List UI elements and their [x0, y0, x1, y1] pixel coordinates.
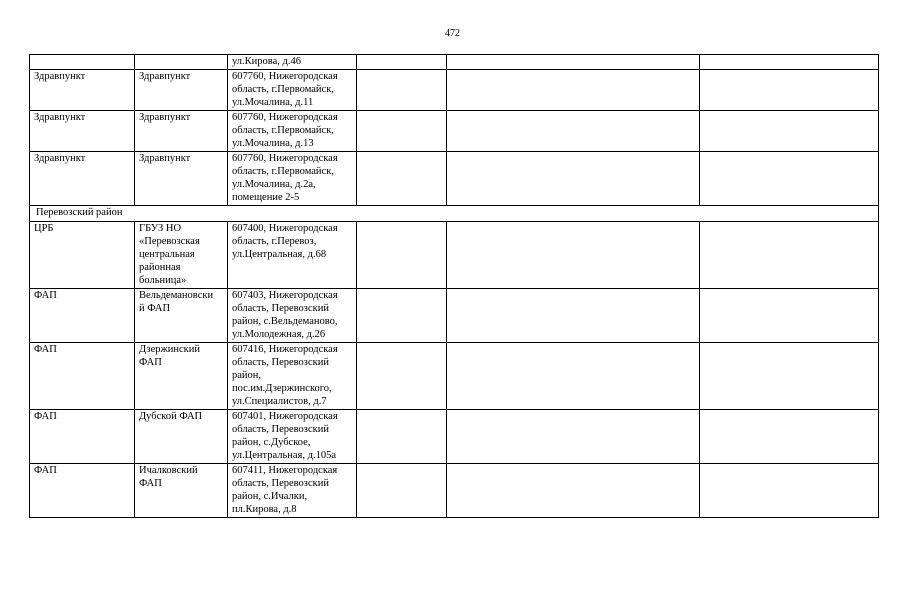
facility-type-cell: ФАП [30, 343, 135, 410]
facility-name-cell: Здравпункт [135, 152, 228, 206]
column-6-cell [700, 152, 879, 206]
column-5-cell [447, 152, 700, 206]
column-6-cell [700, 289, 879, 343]
column-6-cell [700, 70, 879, 111]
column-4-cell [357, 410, 447, 464]
table-row [30, 111, 879, 152]
column-5-cell [447, 222, 700, 289]
address-cell: 607760, Нижегородская область, г.Первомайск, ул.Мочалина, д.2а, помещение 2-5 [228, 152, 357, 206]
address-cell: 607760, Нижегородская область, г.Первомайск, ул.Мочалина, д.11 [228, 70, 357, 111]
column-4-cell [357, 55, 447, 70]
table-body [30, 55, 879, 518]
column-4-cell [357, 464, 447, 518]
section-row [30, 206, 879, 222]
facility-name-cell: Здравпункт [135, 70, 228, 111]
facility-name-cell: ГБУЗ НО «Перевозская центральная районная больница» [135, 222, 228, 289]
facility-type-cell: Здравпункт [30, 70, 135, 111]
column-4-cell [357, 152, 447, 206]
column-6-cell [700, 222, 879, 289]
address-cell: 607416, Нижегородская область, Перевозский район, пос.им.Дзержинского, ул.Специалистов, д.7 [228, 343, 357, 410]
address-cell: 607403, Нижегородская область, Перевозский район, с.Вельдеманово, ул.Молодежная, д.26 [228, 289, 357, 343]
facility-type-cell: ФАП [30, 464, 135, 518]
address-cell: ул.Кирова, д.46 [228, 55, 357, 70]
column-5-cell [447, 464, 700, 518]
facility-name-cell: Здравпункт [135, 111, 228, 152]
facility-name-cell: Вельдемановски й ФАП [135, 289, 228, 343]
column-4-cell [357, 289, 447, 343]
column-6-cell [700, 410, 879, 464]
column-6-cell [700, 464, 879, 518]
column-6-cell [700, 55, 879, 70]
table-row [30, 152, 879, 206]
column-5-cell [447, 70, 700, 111]
column-5-cell [447, 55, 700, 70]
address-cell: 607411, Нижегородская область, Перевозский район, с.Ичалки, пл.Кирова, д.8 [228, 464, 357, 518]
table-row [30, 222, 879, 289]
column-6-cell [700, 111, 879, 152]
facility-name-cell: Дзержинский ФАП [135, 343, 228, 410]
column-5-cell [447, 343, 700, 410]
facility-type-cell [30, 55, 135, 70]
facility-name-cell: Дубской ФАП [135, 410, 228, 464]
table-row [30, 410, 879, 464]
column-4-cell [357, 343, 447, 410]
column-4-cell [357, 111, 447, 152]
facility-name-cell: Ичалковский ФАП [135, 464, 228, 518]
facility-name-cell [135, 55, 228, 70]
table-row [30, 464, 879, 518]
table-row [30, 70, 879, 111]
facility-type-cell: Здравпункт [30, 152, 135, 206]
page-number: 472 [445, 28, 460, 39]
column-5-cell [447, 289, 700, 343]
facility-type-cell: ФАП [30, 410, 135, 464]
table-row [30, 343, 879, 410]
facility-type-cell: Здравпункт [30, 111, 135, 152]
column-5-cell [447, 111, 700, 152]
column-4-cell [357, 70, 447, 111]
facility-type-cell: ЦРБ [30, 222, 135, 289]
address-cell: 607760, Нижегородская область, г.Первомайск, ул.Мочалина, д.13 [228, 111, 357, 152]
section-label: Перевозский район [30, 206, 879, 222]
column-5-cell [447, 410, 700, 464]
address-cell: 607401, Нижегородская область, Перевозский район, с.Дубское, ул.Центральная, д.105а [228, 410, 357, 464]
table-row [30, 55, 879, 70]
facility-type-cell: ФАП [30, 289, 135, 343]
column-4-cell [357, 222, 447, 289]
column-6-cell [700, 343, 879, 410]
table-row [30, 289, 879, 343]
address-cell: 607400, Нижегородская область, г.Перевоз, ул.Центральная, д.68 [228, 222, 357, 289]
facilities-table [29, 54, 879, 518]
